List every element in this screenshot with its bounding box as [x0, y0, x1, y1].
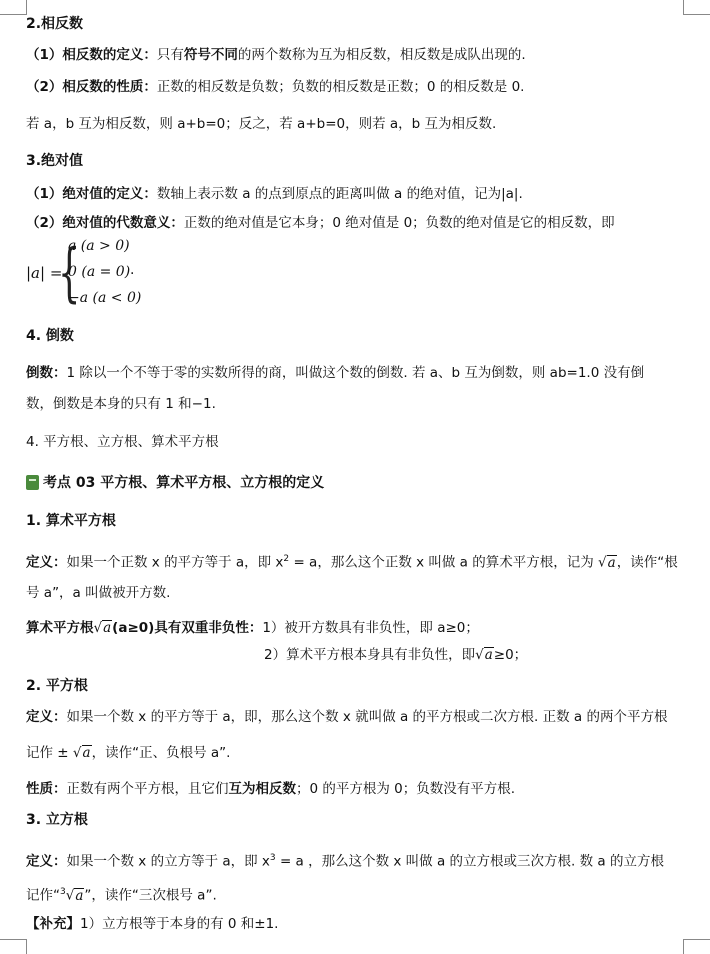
- text: = a ，那么这个数 x 叫做 a 的立方根或三次方根. 数 a 的立方根: [275, 853, 664, 870]
- kaodian-title-text: 考点 03 平方根、算术平方根、立方根的定义: [43, 475, 325, 491]
- label: 算术平方根: [26, 620, 94, 636]
- section-heading: 3.绝对值: [26, 153, 84, 169]
- emphasis: 符号不同: [183, 47, 238, 63]
- radical-sign: √: [598, 554, 607, 571]
- period: .: [130, 262, 135, 278]
- abs-lhs: |a| =: [26, 264, 63, 282]
- non-negativity-line: [26, 618, 479, 638]
- text: ”，读作“三次根号 a”.: [84, 887, 217, 904]
- case-zero: 0 (a = 0): [68, 264, 131, 280]
- radicand: a: [75, 887, 84, 904]
- property-label: （2）相反数的性质：: [26, 79, 157, 95]
- page-corner-mark: [0, 0, 27, 15]
- case-negative: −a (a < 0): [68, 290, 142, 306]
- definition-line-2: [26, 882, 217, 906]
- radical-sign: √: [93, 620, 103, 636]
- book-icon: [26, 475, 39, 490]
- text: 记作“: [26, 887, 60, 904]
- text: ，读作“根: [616, 554, 678, 571]
- radicand: a: [484, 647, 493, 663]
- page-corner-mark: [683, 0, 710, 15]
- text: 正数的绝对值是它本身；0 绝对值是 0；负数的绝对值是它的相反数，即: [183, 215, 615, 231]
- text: 只有: [156, 47, 184, 63]
- section-heading: 2.相反数: [26, 16, 84, 32]
- text: 2）算术平方根本身具有非负性，即: [264, 647, 476, 663]
- definition-line-2: 号 a”，a 叫做被开方数.: [26, 585, 171, 601]
- section-heading: 3. 立方根: [26, 812, 88, 828]
- radicand: a: [103, 620, 112, 636]
- property-label: 性质：: [26, 781, 67, 797]
- definition-label: 定义：: [26, 554, 67, 571]
- list-item: 4. 平方根、立方根、算术平方根: [26, 434, 219, 450]
- radical-sign: √: [72, 745, 82, 761]
- page-corner-mark: [683, 939, 710, 954]
- radicand: a: [607, 554, 616, 571]
- definition-line: [26, 848, 664, 872]
- definition-label: 定义：: [26, 709, 67, 725]
- supplement-label: 【补充】: [26, 916, 80, 932]
- page-corner-mark: [0, 939, 27, 954]
- definition-label: （2）绝对值的代数意义：: [26, 215, 184, 231]
- section-heading: 4. 倒数: [26, 328, 74, 344]
- definition-label: （1）绝对值的定义：: [26, 186, 157, 202]
- label: (a≥0)具有双重非负性：: [112, 620, 263, 636]
- reciprocal-line-2: 数，倒数是本身的只有 1 和−1.: [26, 396, 216, 412]
- kaodian-title: [26, 473, 324, 493]
- supplement-line: [26, 914, 278, 934]
- radical-sign: √: [65, 887, 75, 904]
- definition-label: （1）相反数的定义：: [26, 47, 157, 63]
- definition-line-2: [26, 743, 230, 763]
- reciprocal-line-1: [26, 363, 644, 383]
- text: ，读作“正、负根号 a”.: [91, 745, 231, 761]
- property-line: [26, 779, 515, 799]
- text: 的两个数称为互为相反数，相反数是成队出现的.: [237, 47, 526, 63]
- piecewise-formula: [26, 236, 246, 312]
- radicand: a: [82, 745, 91, 761]
- definition-label: 定义：: [26, 853, 67, 870]
- text: 如果一个数 x 的立方等于 a，即 x: [66, 853, 270, 870]
- property-line: [26, 77, 524, 97]
- algebraic-meaning-line: [26, 213, 615, 233]
- definition-line: [26, 707, 668, 727]
- text: 正数的相反数是负数；负数的相反数是正数；0 的相反数是 0.: [156, 79, 525, 95]
- text: 1）被开方数具有非负性，即 a≥0；: [262, 620, 479, 636]
- definition-label: 倒数：: [26, 365, 67, 381]
- radical-sign: √: [475, 647, 484, 663]
- exponent: 2: [283, 554, 290, 564]
- section-heading: 2. 平方根: [26, 678, 88, 694]
- note-line: 若 a，b 互为相反数，则 a+b=0；反之，若 a+b=0，则若 a，b 互为相反数.: [26, 116, 497, 132]
- root-index: 3: [60, 887, 66, 897]
- text: = a，那么这个正数 x 叫做 a 的算术平方根，记为: [289, 554, 599, 571]
- section-heading: 1. 算术平方根: [26, 513, 116, 529]
- text: 1）立方根等于本身的有 0 和±1.: [80, 916, 279, 932]
- text: ；0 的平方根为 0；负数没有平方根.: [296, 781, 516, 797]
- text: 记作 ±: [26, 745, 73, 761]
- text: ≥0；: [493, 647, 528, 663]
- definition-line: [26, 184, 523, 204]
- text: 数轴上表示数 a 的点到原点的距离叫做 a 的绝对值，记为|a|.: [156, 186, 523, 202]
- text: 如果一个正数 x 的平方等于 a，即 x: [66, 554, 284, 571]
- emphasis: 互为相反数: [228, 781, 296, 797]
- case-positive: a (a > 0): [68, 238, 130, 254]
- definition-line: [26, 45, 526, 65]
- exponent: 3: [269, 853, 276, 863]
- definition-line: [26, 549, 678, 573]
- non-negativity-line-2: [264, 645, 527, 665]
- text: 正数有两个平方根，且它们: [66, 781, 229, 797]
- left-brace: {: [58, 236, 81, 310]
- text: 1 除以一个不等于零的实数所得的商，叫做这个数的倒数. 若 a、b 互为倒数，则 ab=1.0 没有倒: [66, 365, 645, 381]
- text: 如果一个数 x 的平方等于 a，即，那么这个数 x 就叫做 a 的平方根或二次方根. 正数 a 的两个平方根: [66, 709, 668, 725]
